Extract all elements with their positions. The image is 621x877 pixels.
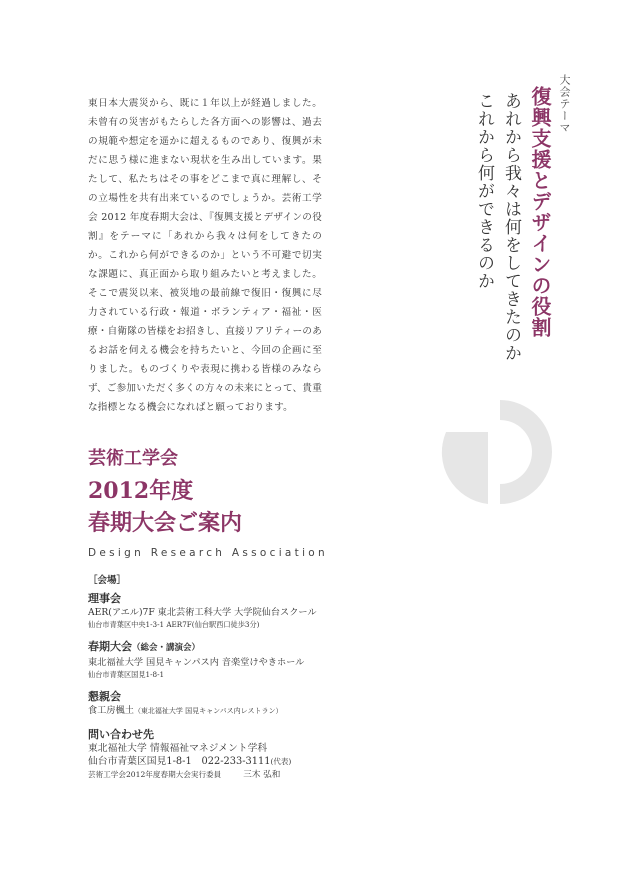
venue-section bbox=[88, 572, 468, 791]
board-meeting-address: 仙台市青葉区中央1-3-1 AER7F(仙台駅西口徒歩3分) bbox=[88, 620, 260, 629]
spring-meeting-title-row bbox=[88, 639, 468, 656]
event-org: 芸術工学会 bbox=[88, 448, 178, 469]
spring-meeting-venue: 東北福祉大学 国見キャンパス内 音楽堂けやきホール bbox=[88, 657, 305, 668]
theme-label: 大会テーマ bbox=[558, 74, 571, 134]
contact-address-row bbox=[88, 755, 468, 768]
theme-subtitle-1: あれから我々は何をしてきたのか bbox=[501, 92, 521, 362]
contact-address-phone: 仙台市青葉区国見1-8-1 022-233-3111 bbox=[88, 756, 271, 767]
contact-block bbox=[88, 727, 468, 782]
association-logo-icon bbox=[438, 392, 558, 512]
theme-block bbox=[470, 74, 574, 374]
party-title: 懇親会 bbox=[88, 690, 121, 703]
event-year: 2012年度 bbox=[88, 478, 194, 504]
contact-phone-note: (代表) bbox=[270, 757, 292, 766]
spring-meeting-title: 春期大会 bbox=[88, 640, 132, 653]
party-venue-note: （東北福祉大学 国見キャンパス内レストラン） bbox=[133, 707, 283, 715]
event-name: 春期大会ご案内 bbox=[88, 510, 243, 536]
contact-person: 三木 弘和 bbox=[243, 770, 281, 780]
spring-meeting-address: 仙台市青葉区国見1-8-1 bbox=[88, 670, 165, 679]
venue-tag: ［会場］ bbox=[88, 575, 127, 586]
spring-meeting-subtitle: （総会・講演会） bbox=[132, 643, 201, 653]
board-meeting-title: 理事会 bbox=[88, 592, 121, 605]
contact-title: 問い合わせ先 bbox=[88, 728, 154, 741]
party-block bbox=[88, 689, 468, 718]
contact-committee-row bbox=[88, 768, 468, 782]
theme-subtitle-2: これから何ができるのか bbox=[474, 92, 494, 290]
event-org-en: Design Research Association bbox=[88, 547, 328, 559]
party-venue: 食工房楓土 bbox=[88, 705, 134, 716]
intro-paragraph: 東日本大震災から、既に１年以上が経過しました。未曾有の災害がもたらした各方面への影響は、過去の規範や想定を遥かに超えるものであり、復興が未だに思う様に進まない現状を生み出しています。果たして、私たちはその事をどこまで真に理解し、その立場性を共有出来ているのでしょうか。芸術工学会 2012 年度春期大会は、『復興支援とデザインの役割』をテーマに「あれから我々は何をしてきたのか。これから何ができるのか」という不可避で切実な課題に、真正面から取り組みたいと考えました。そこで震災以来、被災地の最前線で復旧・復興に尽力されている行政・報道・ボランティア・福祉・医療・自衛隊の皆様をお招きし、直接リアリティーのあるお話を伺える機会を持ちたいと、今回の企画に至りました。ものづくりや表現に携わる皆様のみならず、ご参加いただく多くの方々の未来にとって、貴重な指標となる機会になればと願っております。 bbox=[88, 98, 322, 413]
spring-meeting-block bbox=[88, 639, 468, 680]
contact-department: 東北福祉大学 情報福祉マネジメント学科 bbox=[88, 743, 268, 754]
contact-committee: 芸術工学会2012年度春期大会実行委員 bbox=[88, 770, 222, 779]
theme-title: 復興支援とデザインの役割 bbox=[528, 86, 552, 338]
board-meeting-block bbox=[88, 591, 468, 630]
board-meeting-venue: AER(アエル)7F 東北芸術工科大学 大学院仙台スクール bbox=[88, 607, 317, 618]
party-venue-row bbox=[88, 704, 468, 718]
event-heading bbox=[88, 443, 328, 561]
